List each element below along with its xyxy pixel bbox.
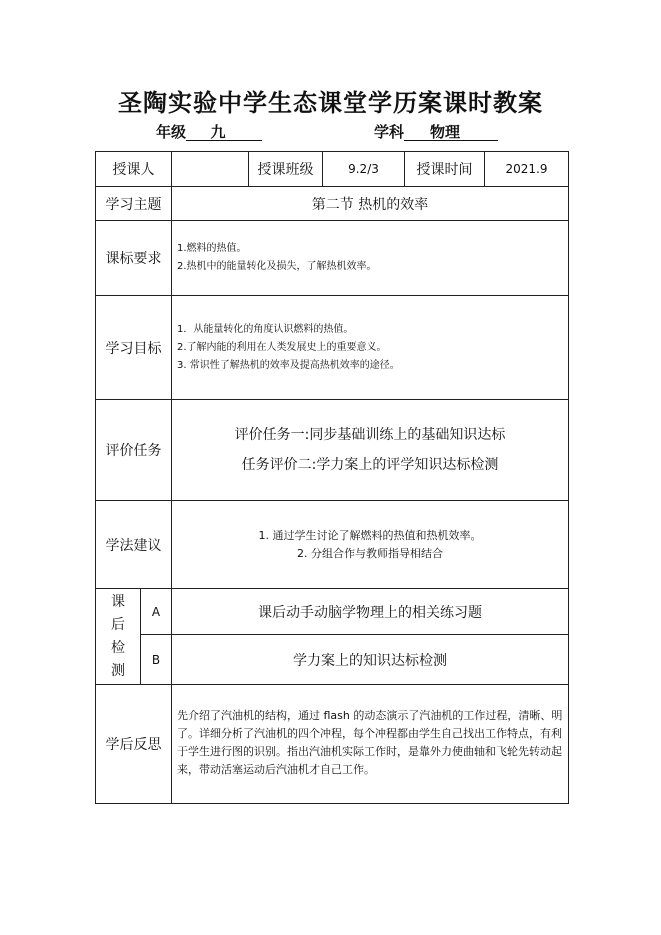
standard-label: 课标要求 [96, 221, 172, 296]
topic-row [96, 187, 569, 221]
goal-content [172, 296, 569, 400]
after-test-row-b [96, 635, 569, 685]
teacher-value [172, 152, 249, 187]
reflection-row [96, 685, 569, 804]
topic-label: 学习主题 [96, 187, 172, 221]
topic-value: 第二节 热机的效率 [172, 187, 569, 221]
goal-item: 3. 常识性了解热机的效率及提高热机效率的途径。 [177, 359, 400, 371]
grade-value: 九 [186, 124, 262, 141]
time-value: 2021.9 [485, 152, 569, 187]
standard-row [96, 221, 569, 296]
after-test-a-value: 课后动手动脑学物理上的相关练习题 [172, 589, 569, 635]
method-item: 2. 分组合作与教师指导相结合 [297, 546, 443, 560]
subject-value: 物理 [404, 124, 498, 141]
reflection-label: 学后反思 [96, 685, 172, 804]
standard-item: 2.热机中的能量转化及损失，了解热机效率。 [177, 261, 377, 272]
standard-content [172, 221, 569, 296]
grade-line [156, 121, 262, 142]
method-content [172, 501, 569, 589]
evaluation-content [172, 400, 569, 501]
after-test-a-label: A [141, 589, 172, 635]
after-test-label: 课 后 检 测 [96, 589, 141, 685]
time-label: 授课时间 [405, 152, 485, 187]
after-test-row-a [96, 589, 569, 635]
subject-label: 学科 [374, 123, 405, 141]
evaluation-item: 评价任务一:同步基础训练上的基础知识达标 [234, 427, 506, 443]
document-title: 圣陶实验中学生态课堂学历案课时教案 [118, 88, 543, 117]
teacher-label: 授课人 [96, 152, 172, 187]
standard-item: 1.燃料的热值。 [177, 243, 247, 254]
goal-item: 2.了解内能的利用在人类发展史上的重要意义。 [177, 341, 387, 353]
after-test-b-label: B [141, 635, 172, 685]
lesson-plan-table [95, 151, 569, 804]
reflection-text: 先介绍了汽油机的结构，通过 flash 的动态演示了汽油机的工作过程，清晰、明了。详细分析了汽油机的四个冲程，每个冲程都由学生自己找出工作特点，有利于学生进行图的识别。指出汽油机实际工作时，是靠外力使曲轴和飞轮先转动起来，带动活塞运动后汽油机才自己工作。 [172, 685, 569, 804]
evaluation-label: 评价任务 [96, 400, 172, 501]
subject-line [374, 121, 498, 142]
header-row [96, 152, 569, 187]
class-value: 9.2/3 [323, 152, 405, 187]
after-test-b-value: 学力案上的知识达标检测 [172, 635, 569, 685]
evaluation-row [96, 400, 569, 501]
grade-label: 年级 [156, 123, 187, 141]
class-label: 授课班级 [249, 152, 323, 187]
evaluation-item: 任务评价二:学力案上的评学知识达标检测 [241, 457, 499, 473]
goal-label: 学习目标 [96, 296, 172, 400]
method-row [96, 501, 569, 589]
method-item: 1. 通过学生讨论了解燃料的热值和热机效率。 [258, 528, 482, 542]
goal-row [96, 296, 569, 400]
goal-item: 1．从能量转化的角度认识燃料的热值。 [177, 323, 354, 335]
method-label: 学法建议 [96, 501, 172, 589]
